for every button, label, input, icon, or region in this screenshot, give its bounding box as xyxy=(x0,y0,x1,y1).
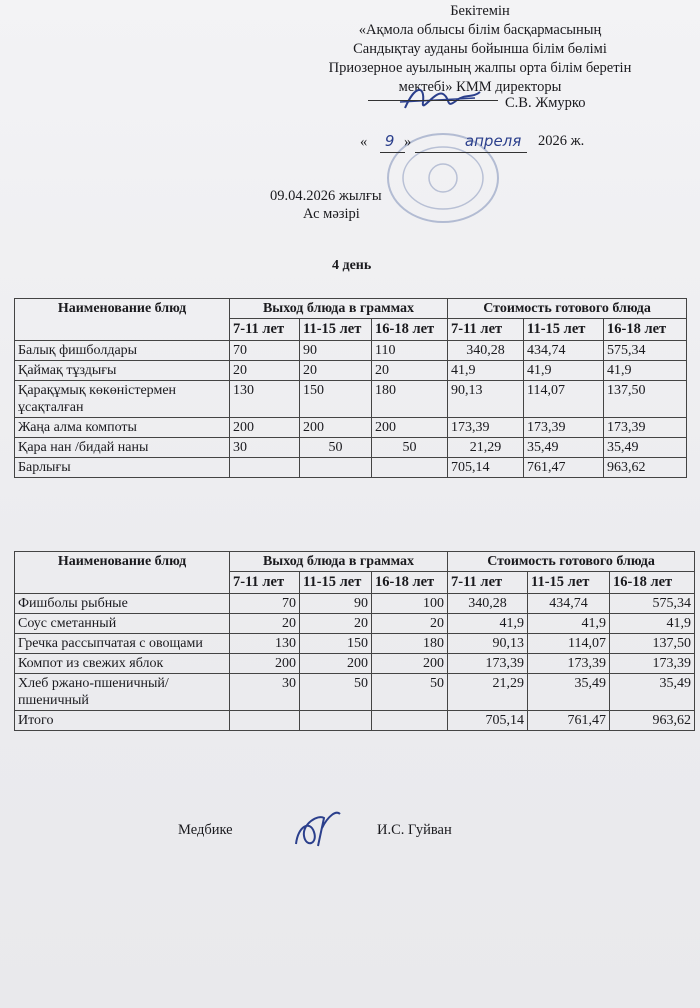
weight-11-15: 20 xyxy=(300,614,372,634)
weight-7-11: 130 xyxy=(230,381,300,418)
cost-7-11: 340,28 xyxy=(448,341,524,361)
empty-cell xyxy=(300,458,372,478)
approval-line-2: «Ақмола облысы білім басқармасының xyxy=(358,22,602,38)
total-16-18: 963,62 xyxy=(610,711,695,731)
dish-name: Соус сметанный xyxy=(15,614,230,634)
header-age: 7-11 лет xyxy=(448,319,524,341)
cost-11-15: 173,39 xyxy=(524,418,604,438)
cost-11-15: 434,74 xyxy=(528,594,610,614)
medic-name: И.С. Гуйван xyxy=(377,822,452,838)
cost-7-11: 173,39 xyxy=(448,418,524,438)
cost-16-18: 137,50 xyxy=(604,381,687,418)
dish-name: Компот из свежих яблок xyxy=(15,654,230,674)
cost-11-15: 173,39 xyxy=(528,654,610,674)
table-row xyxy=(15,418,687,438)
medic-role: Медбике xyxy=(178,822,233,838)
header-age: 11-15 лет xyxy=(300,319,372,341)
header-cost: Стоимость готового блюда xyxy=(448,299,687,319)
weight-16-18: 180 xyxy=(372,634,448,654)
month-underline xyxy=(415,152,527,153)
header-age: 7-11 лет xyxy=(230,319,300,341)
menu-title: Ас мәзірі xyxy=(303,206,360,222)
approval-year: 2026 ж. xyxy=(538,133,585,149)
total-7-11: 705,14 xyxy=(448,711,528,731)
cost-11-15: 41,9 xyxy=(524,361,604,381)
cost-16-18: 35,49 xyxy=(610,674,695,711)
date-month: апреля xyxy=(464,132,522,150)
menu-date: 09.04.2026 жылғы xyxy=(270,188,382,204)
medic-signature xyxy=(288,806,348,856)
dish-name: Қаймақ тұздығы xyxy=(15,361,230,381)
total-label: Барлығы xyxy=(15,458,230,478)
cost-16-18: 41,9 xyxy=(604,361,687,381)
dish-name: Гречка рассыпчатая с овощами xyxy=(15,634,230,654)
signature-line xyxy=(368,100,498,101)
empty-cell xyxy=(300,711,372,731)
cost-7-11: 90,13 xyxy=(448,634,528,654)
cost-16-18: 173,39 xyxy=(604,418,687,438)
empty-cell xyxy=(372,458,448,478)
table-row xyxy=(15,614,695,634)
total-16-18: 963,62 xyxy=(604,458,687,478)
header-age: 7-11 лет xyxy=(448,572,528,594)
cost-16-18: 173,39 xyxy=(610,654,695,674)
table-row xyxy=(15,594,695,614)
menu-day: 4 день xyxy=(332,258,372,273)
weight-7-11: 30 xyxy=(230,674,300,711)
cost-11-15: 114,07 xyxy=(528,634,610,654)
header-age: 11-15 лет xyxy=(528,572,610,594)
weight-16-18: 200 xyxy=(372,418,448,438)
weight-7-11: 200 xyxy=(230,418,300,438)
weight-16-18: 100 xyxy=(372,594,448,614)
table-row xyxy=(15,381,687,418)
weight-11-15: 200 xyxy=(300,654,372,674)
weight-16-18: 200 xyxy=(372,654,448,674)
dish-name: Қара нан /бидай наны xyxy=(15,438,230,458)
total-11-15: 761,47 xyxy=(528,711,610,731)
header-dish-name: Наименование блюд xyxy=(15,299,230,341)
date-close-quote: » xyxy=(404,134,412,150)
cost-7-11: 340,28 xyxy=(448,594,528,614)
table-total-row xyxy=(15,458,687,478)
weight-11-15: 50 xyxy=(300,438,372,458)
cost-7-11: 90,13 xyxy=(448,381,524,418)
empty-cell xyxy=(230,711,300,731)
approval-date xyxy=(360,132,521,151)
weight-7-11: 200 xyxy=(230,654,300,674)
table-total-row xyxy=(15,711,695,731)
header-age: 16-18 лет xyxy=(372,572,448,594)
director-name: С.В. Жмурко xyxy=(505,95,586,111)
table-row xyxy=(15,634,695,654)
header-age: 7-11 лет xyxy=(230,572,300,594)
approval-line-3: Сандықтау ауданы бойынша білім бөлімі xyxy=(353,41,607,57)
weight-11-15: 150 xyxy=(300,381,372,418)
weight-16-18: 20 xyxy=(372,614,448,634)
dish-name: Фишболы рыбные xyxy=(15,594,230,614)
total-label: Итого xyxy=(15,711,230,731)
cost-11-15: 114,07 xyxy=(524,381,604,418)
weight-11-15: 50 xyxy=(300,674,372,711)
cost-16-18: 35,49 xyxy=(604,438,687,458)
header-age: 16-18 лет xyxy=(610,572,695,594)
weight-11-15: 90 xyxy=(300,594,372,614)
cost-16-18: 137,50 xyxy=(610,634,695,654)
cost-11-15: 434,74 xyxy=(524,341,604,361)
weight-7-11: 20 xyxy=(230,614,300,634)
header-dish-name: Наименование блюд xyxy=(15,552,230,594)
dish-name: Жаңа алма компоты xyxy=(15,418,230,438)
weight-7-11: 70 xyxy=(230,341,300,361)
weight-16-18: 20 xyxy=(372,361,448,381)
weight-16-18: 180 xyxy=(372,381,448,418)
approval-line-1: Бекітемін xyxy=(450,3,510,19)
cost-16-18: 575,34 xyxy=(610,594,695,614)
dish-name: Хлеб ржано-пшеничный/пшеничный xyxy=(15,674,230,711)
empty-cell xyxy=(230,458,300,478)
cost-11-15: 35,49 xyxy=(528,674,610,711)
weight-7-11: 130 xyxy=(230,634,300,654)
header-weight: Выход блюда в граммах xyxy=(230,299,448,319)
weight-16-18: 50 xyxy=(372,674,448,711)
weight-11-15: 20 xyxy=(300,361,372,381)
cost-16-18: 575,34 xyxy=(604,341,687,361)
cost-7-11: 21,29 xyxy=(448,674,528,711)
menu-table-kazakh xyxy=(14,298,687,478)
header-age: 11-15 лет xyxy=(300,572,372,594)
weight-7-11: 20 xyxy=(230,361,300,381)
cost-11-15: 35,49 xyxy=(524,438,604,458)
cost-7-11: 173,39 xyxy=(448,654,528,674)
cost-7-11: 21,29 xyxy=(448,438,524,458)
header-weight: Выход блюда в граммах xyxy=(230,552,448,572)
table-row xyxy=(15,674,695,711)
cost-7-11: 41,9 xyxy=(448,361,524,381)
empty-cell xyxy=(372,711,448,731)
header-age: 16-18 лет xyxy=(604,319,687,341)
table-row xyxy=(15,341,687,361)
menu-table-russian xyxy=(14,551,695,731)
weight-7-11: 70 xyxy=(230,594,300,614)
header-age: 11-15 лет xyxy=(524,319,604,341)
table-row xyxy=(15,361,687,381)
cost-11-15: 41,9 xyxy=(528,614,610,634)
weight-7-11: 30 xyxy=(230,438,300,458)
date-open-quote: « xyxy=(360,134,368,150)
approval-line-4: Приозерное ауылының жалпы орта білім беретін xyxy=(328,60,632,76)
cost-16-18: 41,9 xyxy=(610,614,695,634)
total-11-15: 761,47 xyxy=(524,458,604,478)
cost-7-11: 41,9 xyxy=(448,614,528,634)
total-7-11: 705,14 xyxy=(448,458,524,478)
weight-16-18: 110 xyxy=(372,341,448,361)
day-underline xyxy=(380,152,405,153)
table-row xyxy=(15,438,687,458)
header-cost: Стоимость готового блюда xyxy=(448,552,695,572)
weight-16-18: 50 xyxy=(372,438,448,458)
weight-11-15: 150 xyxy=(300,634,372,654)
weight-11-15: 200 xyxy=(300,418,372,438)
approval-line-5: мектебі» КММ директоры xyxy=(398,79,562,95)
header-age: 16-18 лет xyxy=(372,319,448,341)
date-day: 9 xyxy=(384,132,395,150)
dish-name: Қарақұмық көкөністермен ұсақталған xyxy=(15,381,230,418)
dish-name: Балық фишболдары xyxy=(15,341,230,361)
weight-11-15: 90 xyxy=(300,341,372,361)
table-row xyxy=(15,654,695,674)
